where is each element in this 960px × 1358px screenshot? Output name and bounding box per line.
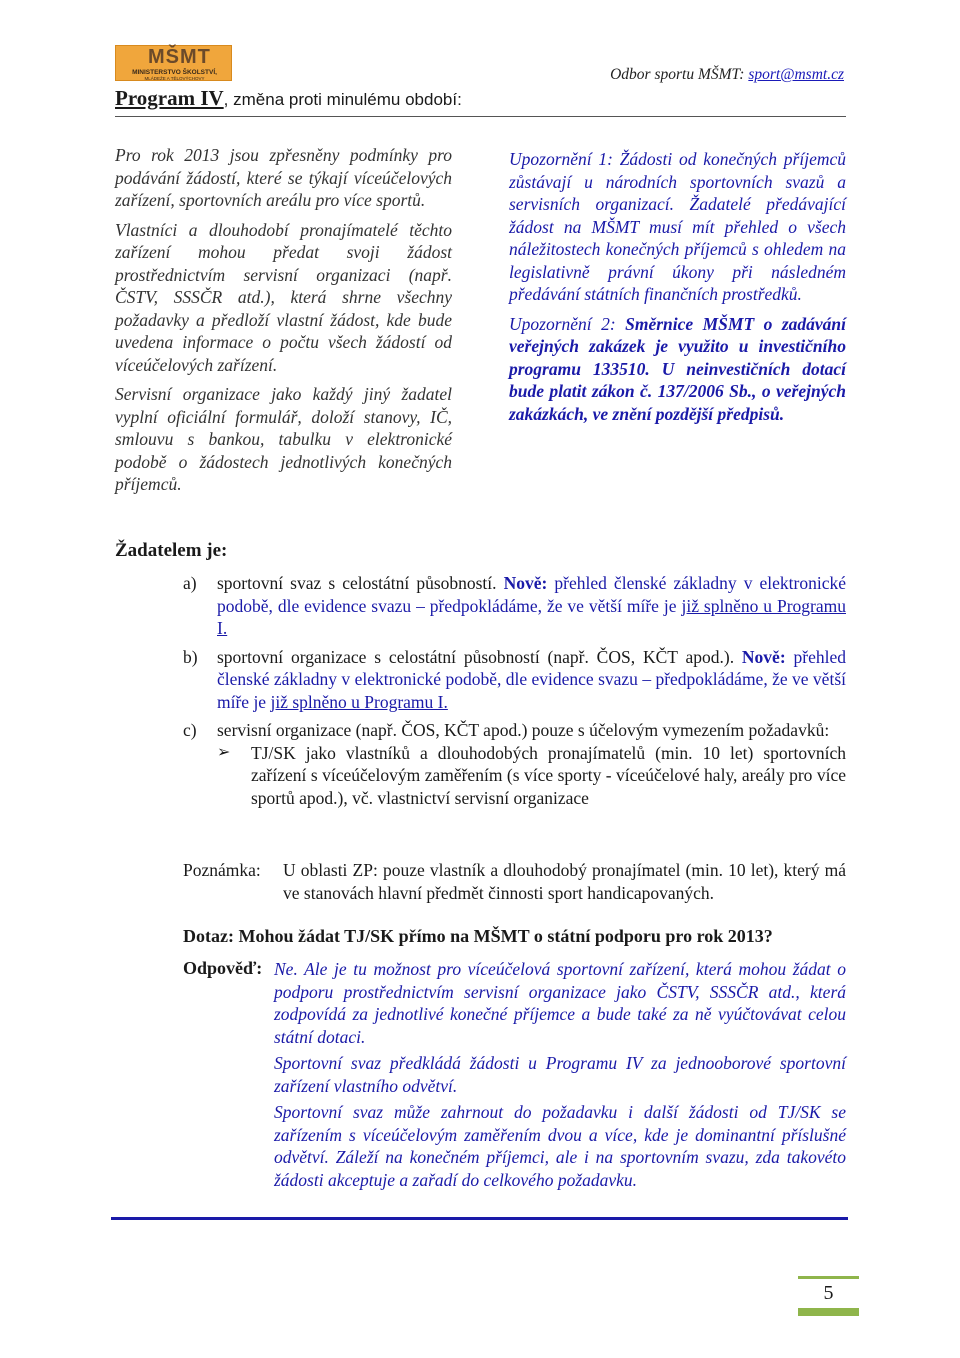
left-column bbox=[115, 144, 452, 503]
item-text: servisní organizace (např. ČOS, KČT apod.) pouze s účelovým vymezením požadavků: bbox=[217, 720, 830, 740]
list-item bbox=[183, 719, 846, 809]
page-title bbox=[115, 86, 462, 111]
arrow-bullet-icon: ➢ bbox=[217, 743, 231, 761]
note-text: U oblasti ZP: pouze vlastník a dlouhodobý pronajímatel (min. 10 let), který má ve stanovách hlavní předmět činnosti sport handicapovaných. bbox=[283, 860, 846, 903]
left-paragraph: Servisní organizace jako každý jiný žadatel vyplní oficiální formulář, doloží stanovy, IČ, smlouvu s bankou, tabulku v elektronické podobě o žádostech jednotlivých konečných příjemců. bbox=[115, 384, 452, 494]
page-number: 5 bbox=[823, 1282, 834, 1304]
header-divider bbox=[115, 116, 846, 117]
applicant-list bbox=[183, 572, 846, 815]
answer-paragraph: Sportovní svaz může zahrnout do požadavku i další žádosti od TJ/SK se zařízením s víceúčelovým zaměřením dvou a více, kde je dominantní příslušné odvětví. Záleží na konečném příjemci, ale i na sportovním svazu, zda takovéto žádosti akceptuje a zařadí do celkového požadavku. bbox=[274, 1102, 846, 1190]
dept-label: Odbor sportu MŠMT: bbox=[610, 66, 745, 83]
sub-list-item bbox=[217, 742, 846, 810]
item-blue-text: přehled členské základny v elektronické podobě, dle evidence svazu – předpokládáme, že ve větší míře je bbox=[217, 646, 846, 712]
list-item bbox=[183, 572, 846, 640]
left-paragraph: Vlastníci a dlouhodobí pronajímatelé těchto zařízení mohou předat svoji žádost prostřednictvím servisní organizaci (např. ČSTV, SSSČR atd.), která shrne všechny požadavky a předloží vlastní žádost, kde bude uvedena informace o počtu všech žádostí od víceúčelových zařízení. bbox=[115, 219, 452, 375]
warning-1: Upozornění 1: Žádosti od konečných příjemců zůstávají u národních sportovních svazů a servisních organizací. Žadatelé předávající žádost na MŠMT musí mít přehled o všech náležitostech konečných příjemců s ohledem na legislativně právní úkony při následném předávání státních finančních prostředků. bbox=[509, 149, 846, 304]
footer-divider bbox=[111, 1217, 848, 1220]
item-letter: b) bbox=[183, 646, 198, 667]
question: Dotaz: Mohou žádat TJ/SK přímo na MŠMT o státní podporu pro rok 2013? bbox=[183, 926, 773, 946]
header-contact bbox=[610, 66, 844, 84]
warning-2 bbox=[509, 313, 846, 426]
page-number-bottom-bar bbox=[798, 1308, 859, 1316]
logo-text-line2: MLÁDEŽE A TĚLOVÝCHOVY bbox=[144, 76, 205, 81]
note bbox=[183, 859, 846, 904]
new-label: Nově: bbox=[741, 646, 786, 667]
answer-paragraph: Sportovní svaz předkládá žádosti u Programu IV za jednooborové sportovní zařízení vlastního odvětví. bbox=[274, 1053, 846, 1096]
item-letter: a) bbox=[183, 573, 197, 593]
item-text: sportovní organizace s celostátní působností (např. ČOS, KČT apod.). bbox=[217, 646, 742, 667]
item-text: sportovní svaz s celostátní působností. bbox=[217, 573, 504, 593]
program-link[interactable]: již splněno u Programu I. bbox=[217, 595, 846, 638]
program-link[interactable]: již splněno u Programu I. bbox=[270, 691, 448, 712]
answer-text bbox=[274, 958, 846, 1195]
applicant-heading: Žadatelem je: bbox=[115, 540, 228, 561]
left-paragraph: Pro rok 2013 jsou zpřesněny podmínky pro podávání žádostí, které se týkají víceúčelových zařízení, sportovních areálu pro více sportů. bbox=[115, 145, 452, 210]
list-item bbox=[183, 646, 846, 714]
ministry-logo bbox=[115, 45, 232, 81]
answer-paragraph: Ne. Ale je tu možnost pro víceúčelová sportovní zařízení, která mohou žádat o podporu prostřednictvím servisní organizace jako ČSTV, SSSČR atd., která zodpovídá za jednotlivé konečné příjemce a bude také za ně vyúčtovávat celou státní dotaci. bbox=[274, 959, 846, 1047]
new-label: Nově: bbox=[503, 573, 548, 593]
right-column bbox=[509, 148, 846, 432]
item-blue-text: přehled členské základny v elektronické podobě, dle evidence svazu – předpokládáme, že ve větší míře je bbox=[217, 573, 846, 616]
program-title: Program IV bbox=[115, 86, 224, 110]
item-letter: c) bbox=[183, 720, 197, 740]
note-label: Poznámka: bbox=[183, 860, 261, 880]
email-link[interactable]: sport@msmt.cz bbox=[748, 66, 844, 83]
warning-2-bold: Směrnice MŠMT o zadávání veřejných zakázek je využito u investičního programu 133510. U neinvestičních dotací bude platit zákon č. 137/2006 Sb., o veřejných zakázkách, ve znění pozdější předpisů. bbox=[509, 313, 846, 424]
page-number-top-bar bbox=[798, 1276, 859, 1279]
title-subtitle: , změna proti minulému období: bbox=[223, 90, 462, 109]
sub-item-text: TJ/SK jako vlastníků a dlouhodobých pronajímatelů (min. 10 let) sportovních zařízení s víceúčelovým zaměřením (s více sporty - víceúčelové haly, areály pro více sportů apod.), vč. vlastnictví servisní organizace bbox=[251, 742, 846, 808]
logo-mark: MŠMT bbox=[148, 46, 211, 68]
warning-2-prefix: Upozornění 2: bbox=[509, 313, 626, 334]
answer-label: Odpověď: bbox=[183, 958, 263, 978]
logo-text-line1: MINISTERSTVO ŠKOLSTVÍ, bbox=[132, 69, 217, 76]
